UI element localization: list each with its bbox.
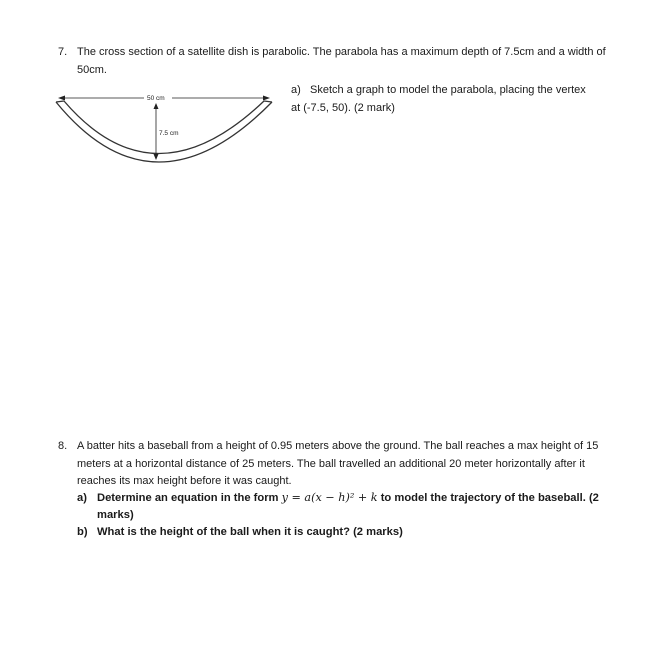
question-8a-text-line-1	[97, 490, 599, 506]
question-7-text-line-1: The cross section of a satellite dish is parabolic. The parabola has a maximum depth of 7.5cm and a width of	[77, 46, 606, 58]
question-7-number: 7.	[58, 46, 68, 58]
question-8-text-line-2: meters at a horizontal distance of 25 meters. The ball travelled an additional 20 meter horizontally after it	[77, 458, 585, 470]
question-8b-text: What is the height of the ball when it is caught? (2 marks)	[97, 526, 403, 538]
width-label: 50 cm	[147, 95, 165, 102]
question-8a-text-before: Determine an equation in the form	[97, 492, 279, 504]
dish-inner-curve	[64, 101, 264, 154]
width-arrow-left	[58, 96, 65, 101]
width-arrow-right	[263, 96, 270, 101]
question-7a-text-line-1: Sketch a graph to model the parabola, placing the vertex	[310, 84, 586, 96]
question-7-text-line-2: 50cm.	[77, 64, 107, 76]
question-8-text-line-3: reaches its max height before it was caught.	[77, 475, 292, 487]
satellite-dish-diagram	[50, 86, 282, 178]
question-7a-text-line-2: at (-7.5, 50). (2 mark)	[291, 102, 395, 114]
question-8a-text-after: to model the trajectory of the baseball. (2	[380, 492, 599, 504]
question-8b-label: b)	[77, 526, 88, 538]
question-8a-label: a)	[77, 492, 87, 504]
question-8-number: 8.	[58, 440, 68, 452]
question-7a-label: a)	[291, 84, 301, 96]
depth-arrow-top	[154, 103, 159, 109]
question-8-text-line-1: A batter hits a baseball from a height of 0.95 meters above the ground. The ball reaches a max height of 15	[77, 440, 599, 452]
question-8a-text-line-2: marks)	[97, 509, 134, 521]
depth-label: 7.5 cm	[159, 130, 179, 137]
depth-arrow-bottom	[154, 154, 159, 160]
question-8a-equation: y = a(x − h)² + k	[281, 491, 378, 504]
